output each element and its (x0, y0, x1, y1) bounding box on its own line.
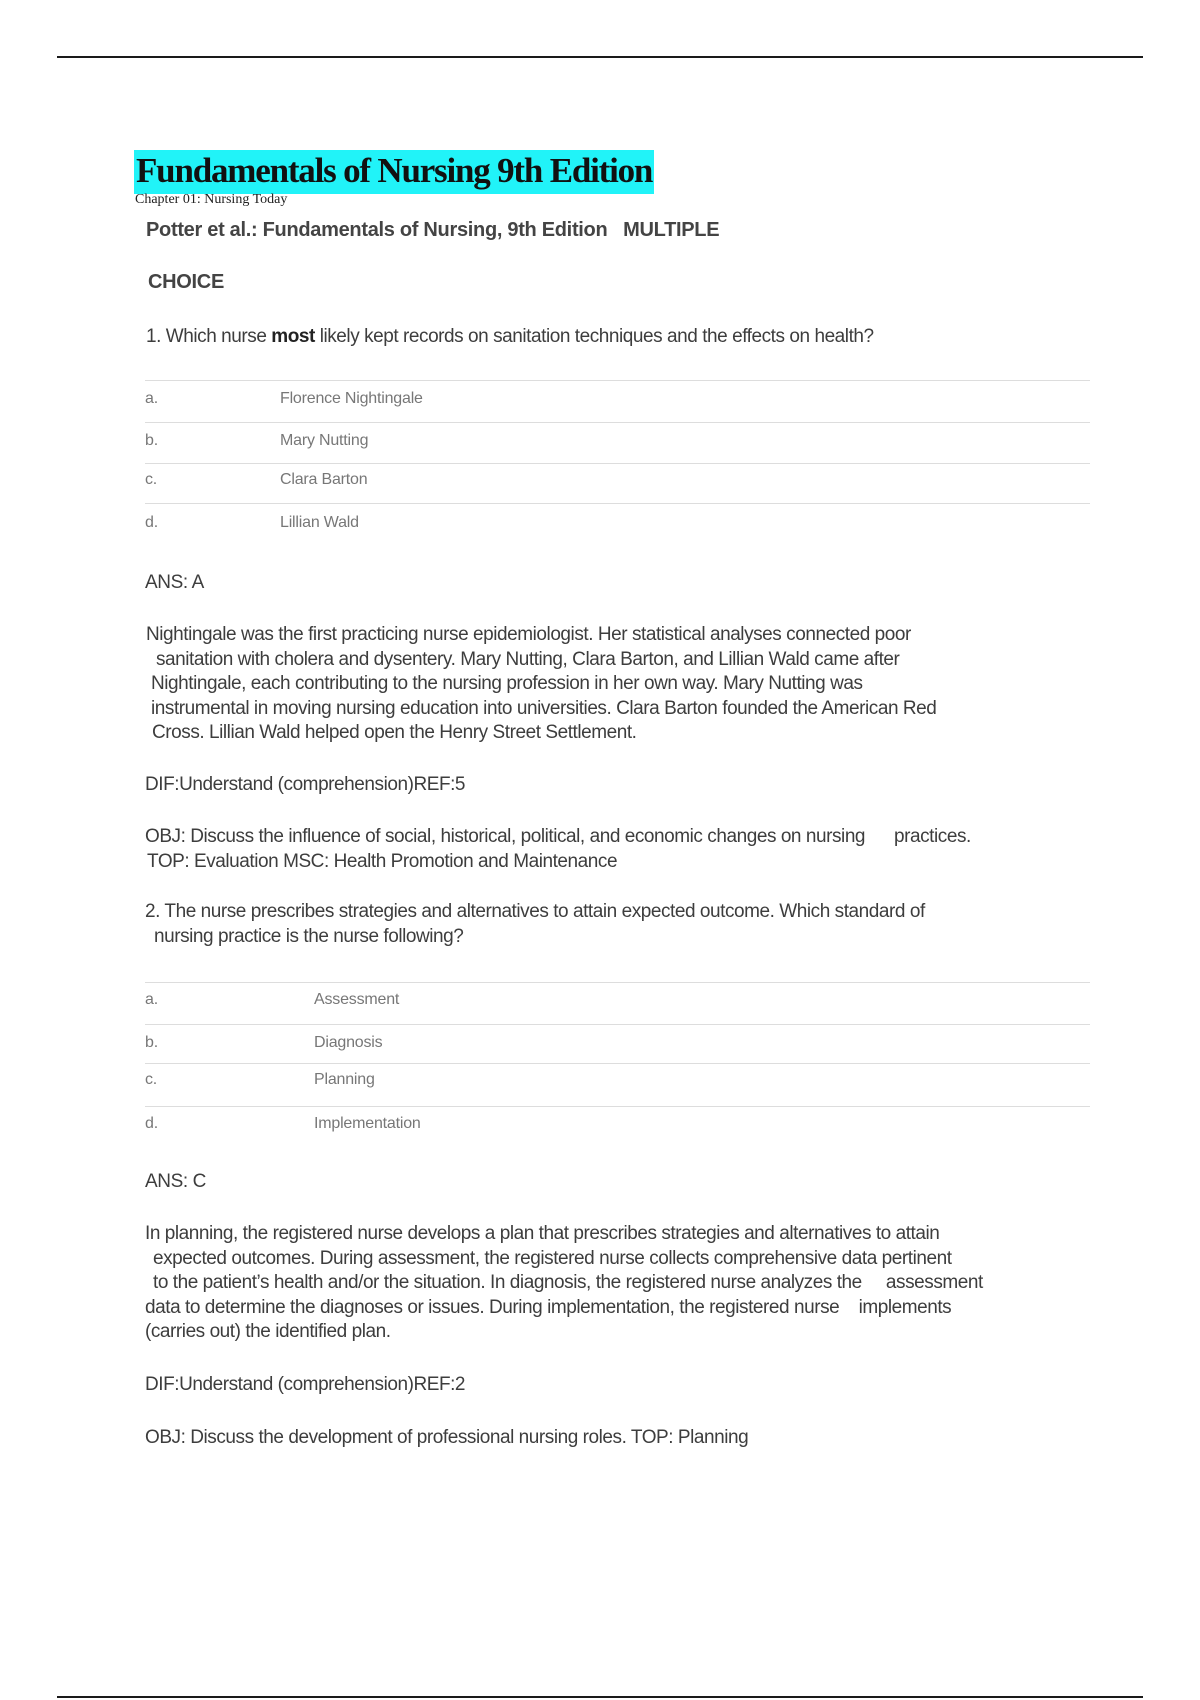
option-text: Diagnosis (314, 1034, 383, 1051)
option-letter: a. (145, 390, 158, 407)
question-2-difficulty: DIF:Understand (comprehension)REF:2 (145, 1374, 466, 1395)
option-letter: d. (145, 1115, 158, 1132)
top-rule (57, 56, 1143, 58)
rationale-line: data to determine the diagnoses or issues. During implementation, the registered nurse implements (145, 1296, 952, 1318)
option-text: Assessment (314, 991, 400, 1008)
option-row[interactable] (145, 1107, 1090, 1143)
option-text: Lillian Wald (280, 514, 359, 531)
option-row[interactable] (145, 423, 1090, 464)
option-row[interactable] (145, 983, 1090, 1025)
bottom-rule (57, 1696, 1143, 1698)
rationale-line: (carries out) the identified plan. (145, 1321, 391, 1342)
rationale-line: Nightingale, each contributing to the nursing profession in her own way. Mary Nutting was (151, 673, 863, 694)
question-1-rationale (145, 623, 936, 746)
option-row[interactable] (145, 1064, 1090, 1107)
option-row[interactable] (145, 504, 1090, 540)
question-1-answer: ANS: A (145, 572, 204, 593)
option-text: Planning (314, 1071, 375, 1088)
document-title: Fundamentals of Nursing 9th Edition (134, 150, 654, 194)
option-row[interactable] (145, 381, 1090, 423)
question-1-options (145, 380, 1090, 540)
option-letter: b. (145, 432, 158, 449)
rationale-line: Cross. Lillian Wald helped open the Henry Street Settlement. (152, 722, 637, 743)
question-2-stem (145, 900, 925, 949)
rationale-line: sanitation with cholera and dysentery. Mary Nutting, Clara Barton, and Lillian Wald came after (156, 648, 900, 670)
option-text: Florence Nightingale (280, 390, 423, 407)
option-text: Clara Barton (280, 471, 368, 488)
rationale-line: to the patient’s health and/or the situation. In diagnosis, the registered nurse analyzes the assessment (153, 1272, 983, 1293)
option-letter: b. (145, 1034, 158, 1051)
question-1-emphasis: most (271, 326, 315, 347)
question-2-options (145, 982, 1090, 1143)
option-row[interactable] (145, 1025, 1090, 1064)
objective-line: TOP: Evaluation MSC: Health Promotion and Maintenance (147, 850, 618, 872)
option-text: Implementation (314, 1115, 421, 1132)
question-1-text-end: likely kept records on sanitation techniques and the effects on health? (314, 326, 874, 347)
question-2-line: nursing practice is the nurse following? (154, 925, 464, 947)
option-letter: c. (145, 1071, 158, 1088)
question-2-line: 2. The nurse prescribes strategies and alternatives to attain expected outcome. Which standard of (145, 901, 925, 922)
question-1-objectives (145, 825, 971, 874)
option-text: Mary Nutting (280, 432, 369, 449)
question-2-answer: ANS: C (145, 1171, 206, 1192)
document-subtitle: Potter et al.: Fundamentals of Nursing, 9th Edition MULTIPLE (146, 219, 720, 241)
option-row[interactable] (145, 464, 1090, 504)
question-2-rationale (145, 1222, 983, 1345)
rationale-line: instrumental in moving nursing education into universities. Clara Barton founded the American Red (151, 697, 937, 719)
option-letter: a. (145, 991, 158, 1008)
rationale-line: expected outcomes. During assessment, the registered nurse collects comprehensive data pertinent (153, 1247, 952, 1269)
question-1-text-start: Which nurse (165, 326, 272, 347)
objective-line: OBJ: Discuss the influence of social, historical, political, and economic changes on nursing practices. (145, 826, 971, 847)
rationale-line: Nightingale was the first practicing nurse epidemiologist. Her statistical analyses connected poor (146, 624, 911, 645)
option-letter: d. (145, 514, 158, 531)
chapter-label: Chapter 01: Nursing Today (135, 192, 288, 207)
option-letter: c. (145, 471, 158, 488)
question-2-objectives: OBJ: Discuss the development of professional nursing roles. TOP: Planning (145, 1427, 749, 1448)
question-1-number: 1. (146, 326, 161, 347)
question-1-stem (146, 325, 874, 349)
rationale-line: In planning, the registered nurse develops a plan that prescribes strategies and alternatives to attain (145, 1223, 940, 1244)
section-heading: CHOICE (148, 271, 224, 293)
question-1-difficulty: DIF:Understand (comprehension)REF:5 (145, 774, 466, 795)
